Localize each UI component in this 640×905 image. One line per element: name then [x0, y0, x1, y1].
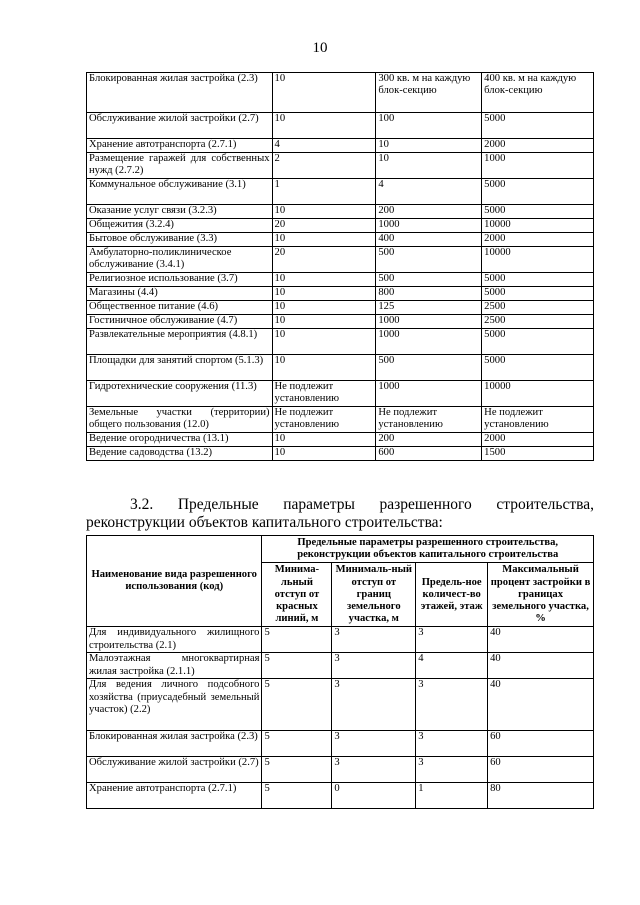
value-cell: 125: [376, 301, 482, 315]
value-cell: 5000: [482, 113, 594, 139]
use-type-cell: Для индивидуального жилищного строительства (2.1): [87, 627, 262, 653]
value-cell: 10000: [482, 247, 594, 273]
page-number: 10: [312, 40, 328, 56]
use-type-cell: Ведение садоводства (13.2): [87, 447, 273, 461]
value-cell: 10: [376, 139, 482, 153]
value-cell: 10: [272, 205, 376, 219]
value-cell: 3: [332, 757, 416, 783]
value-cell: Не подлежит установлению: [272, 381, 376, 407]
value-cell: 2000: [482, 433, 594, 447]
use-type-cell: Малоэтажная многоквартирная жилая застройка (2.1.1): [87, 653, 262, 679]
header-parameters-group: Предельные параметры разрешенного строительства, реконструкции объектов капитального строительства: [262, 536, 594, 563]
value-cell: 1: [416, 783, 488, 809]
value-cell: Не подлежит установлению: [482, 407, 594, 433]
table-row: [87, 233, 594, 247]
value-cell: 3: [332, 731, 416, 757]
value-cell: 10: [376, 153, 482, 179]
table-row: [87, 447, 594, 461]
value-cell: 10: [272, 355, 376, 381]
value-cell: 4: [272, 139, 376, 153]
table-row: [87, 757, 594, 783]
value-cell: 2500: [482, 315, 594, 329]
table-row: [87, 73, 594, 113]
value-cell: 40: [488, 679, 594, 731]
value-cell: 10: [272, 113, 376, 139]
value-cell: 5: [262, 653, 332, 679]
use-type-cell: Развлекательные мероприятия (4.8.1): [87, 329, 273, 355]
value-cell: 5: [262, 757, 332, 783]
value-cell: 600: [376, 447, 482, 461]
use-type-cell: Блокированная жилая застройка (2.3): [87, 73, 273, 113]
value-cell: 3: [416, 627, 488, 653]
construction-parameters-table: [86, 535, 594, 809]
value-cell: 4: [376, 179, 482, 205]
header-max-floors: Предель-ное количест-во этажей, этаж: [416, 563, 488, 627]
value-cell: 1500: [482, 447, 594, 461]
use-type-cell: Для ведения личного подсобного хозяйства (приусадебный земельный участок) (2.2): [87, 679, 262, 731]
value-cell: 10: [272, 233, 376, 247]
value-cell: 500: [376, 247, 482, 273]
section-word: параметры: [283, 496, 355, 513]
value-cell: 40: [488, 627, 594, 653]
table-row: [87, 731, 594, 757]
value-cell: 3: [416, 757, 488, 783]
value-cell: 5000: [482, 205, 594, 219]
value-cell: 800: [376, 287, 482, 301]
value-cell: 4: [416, 653, 488, 679]
value-cell: 1000: [482, 153, 594, 179]
value-cell: 500: [376, 355, 482, 381]
use-type-cell: Хранение автотранспорта (2.7.1): [87, 783, 262, 809]
use-type-cell: Амбулаторно-поликлиническое обслуживание (3.4.1): [87, 247, 273, 273]
table-row: [87, 329, 594, 355]
value-cell: 2: [272, 153, 376, 179]
value-cell: 5: [262, 627, 332, 653]
table-row: [87, 315, 594, 329]
value-cell: Не подлежит установлению: [272, 407, 376, 433]
value-cell: 3: [332, 653, 416, 679]
value-cell: 3: [332, 627, 416, 653]
section-heading-line2: реконструкции объектов капитального строительства:: [86, 514, 443, 531]
table-row: [87, 355, 594, 381]
use-type-cell: Ведение огородничества (13.1): [87, 433, 273, 447]
value-cell: 20: [272, 219, 376, 233]
use-type-cell: Оказание услуг связи (3.2.3): [87, 205, 273, 219]
value-cell: 10000: [482, 381, 594, 407]
value-cell: 5000: [482, 287, 594, 301]
land-plot-size-table: [86, 72, 594, 461]
value-cell: 5000: [482, 329, 594, 355]
use-type-cell: Коммунальное обслуживание (3.1): [87, 179, 273, 205]
header-use-type: Наименование вида разрешенного использования (код): [87, 536, 262, 627]
table-row: [87, 287, 594, 301]
table-row: [87, 219, 594, 233]
value-cell: 2000: [482, 139, 594, 153]
value-cell: 3: [332, 679, 416, 731]
value-cell: 500: [376, 273, 482, 287]
table-row: [87, 179, 594, 205]
table-row: [87, 205, 594, 219]
value-cell: 200: [376, 433, 482, 447]
value-cell: 1000: [376, 329, 482, 355]
use-type-cell: Размещение гаражей для собственных нужд (2.7.2): [87, 153, 273, 179]
use-type-cell: Блокированная жилая застройка (2.3): [87, 731, 262, 757]
value-cell: 1000: [376, 219, 482, 233]
use-type-cell: Религиозное использование (3.7): [87, 273, 273, 287]
section-number: 3.2.: [130, 496, 154, 513]
value-cell: 1000: [376, 381, 482, 407]
value-cell: 300 кв. м на каждую блок-секцию: [376, 73, 482, 113]
use-type-cell: Общественное питание (4.6): [87, 301, 273, 315]
value-cell: 10: [272, 433, 376, 447]
use-type-cell: Обслуживание жилой застройки (2.7): [87, 757, 262, 783]
use-type-cell: Обслуживание жилой застройки (2.7): [87, 113, 273, 139]
value-cell: 3: [416, 679, 488, 731]
use-type-cell: Магазины (4.4): [87, 287, 273, 301]
value-cell: 0: [332, 783, 416, 809]
value-cell: 10: [272, 73, 376, 113]
value-cell: 400 кв. м на каждую блок-секцию: [482, 73, 594, 113]
value-cell: 5000: [482, 355, 594, 381]
value-cell: 2500: [482, 301, 594, 315]
table-row: [87, 679, 594, 731]
section-word: Предельные: [177, 496, 259, 513]
value-cell: 10: [272, 447, 376, 461]
value-cell: 1000: [376, 315, 482, 329]
table-row: [87, 247, 594, 273]
value-cell: 20: [272, 247, 376, 273]
value-cell: 10: [272, 273, 376, 287]
use-type-cell: Гидротехнические сооружения (11.3): [87, 381, 273, 407]
value-cell: 100: [376, 113, 482, 139]
value-cell: 1: [272, 179, 376, 205]
value-cell: 60: [488, 757, 594, 783]
value-cell: 40: [488, 653, 594, 679]
table-row: [87, 113, 594, 139]
value-cell: 5: [262, 731, 332, 757]
value-cell: 10: [272, 287, 376, 301]
use-type-cell: Площадки для занятий спортом (5.1.3): [87, 355, 273, 381]
value-cell: 10: [272, 315, 376, 329]
use-type-cell: Общежития (3.2.4): [87, 219, 273, 233]
section-word: разрешенного: [379, 496, 472, 513]
table-row: [87, 627, 594, 653]
use-type-cell: Хранение автотранспорта (2.7.1): [87, 139, 273, 153]
value-cell: 10: [272, 301, 376, 315]
section-word: строительства,: [496, 496, 594, 513]
value-cell: 10000: [482, 219, 594, 233]
value-cell: Не подлежит установлению: [376, 407, 482, 433]
value-cell: 5: [262, 783, 332, 809]
value-cell: 10: [272, 329, 376, 355]
table-row: [87, 653, 594, 679]
header-red-line-setback: Минима-льный отступ от красных линий, м: [262, 563, 332, 627]
table-row: [87, 407, 594, 433]
value-cell: 5000: [482, 273, 594, 287]
table-row: [87, 301, 594, 315]
header-max-coverage: Максимальный процент застройки в границах земельного участка, %: [488, 563, 594, 627]
table-row: [87, 273, 594, 287]
value-cell: 3: [416, 731, 488, 757]
table-row: [87, 153, 594, 179]
section-heading: [86, 496, 594, 532]
table-row: [87, 433, 594, 447]
use-type-cell: Гостиничное обслуживание (4.7): [87, 315, 273, 329]
value-cell: 60: [488, 731, 594, 757]
use-type-cell: Бытовое обслуживание (3.3): [87, 233, 273, 247]
table-row: [87, 139, 594, 153]
value-cell: 5: [262, 679, 332, 731]
value-cell: 200: [376, 205, 482, 219]
value-cell: 80: [488, 783, 594, 809]
table-row: [87, 381, 594, 407]
value-cell: 400: [376, 233, 482, 247]
table-row: [87, 783, 594, 809]
header-boundary-setback: Минималь-ный отступ от границ земельного участка, м: [332, 563, 416, 627]
use-type-cell: Земельные участки (территории) общего пользования (12.0): [87, 407, 273, 433]
value-cell: 5000: [482, 179, 594, 205]
value-cell: 2000: [482, 233, 594, 247]
